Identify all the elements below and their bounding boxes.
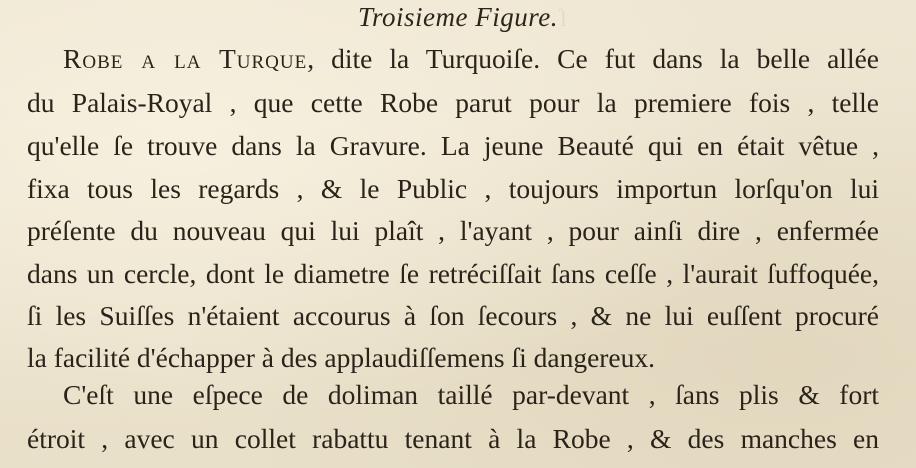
paragraph1-line5: préſente du nouveau qui lui plaît , l'ayant , pour ainſi dire , enfermée [27,215,879,246]
bleed-through-text: ſ [560,6,567,32]
paragraph1-line2: du Palais-Royal , que cette Robe parut pour la premiere fois , telle [27,87,879,118]
paragraph1-line6: dans un cercle, dont le diametre ſe retréciſſait ſans ceſſe , l'aurait ſuffoquée, [27,258,879,289]
paragraph1-line1-rest: , dite la Turquoiſe. Ce fut dans la belle allée [307,43,879,74]
lead-smallcaps: Robe a la Turque [63,43,308,74]
paragraph1-line4: fixa tous les regards , & le Public , toujours importun lorſqu'on lui [27,173,879,204]
paragraph2-line1: C'eſt une eſpece de doliman taillé par-devant , ſans plis & fort [63,379,879,410]
paragraph1-line1 [63,43,879,75]
paragraph1-line7: ſi les Suiſſes n'étaient accourus à ſon ſecours , & ne lui euſſent procuré [27,300,879,331]
paragraph2-line2: étroit , avec un collet rabattu tenant à la Robe , & des manches en [27,423,879,454]
paragraph1-line3: qu'elle ſe trouve dans la Gravure. La jeune Beauté qui en était vêtue , [27,130,879,161]
paragraph1-line8: la facilité d'échapper à des applaudiſſemens ſi dangereux. [27,342,656,373]
figure-heading: Troisieme Figure. [358,2,558,32]
